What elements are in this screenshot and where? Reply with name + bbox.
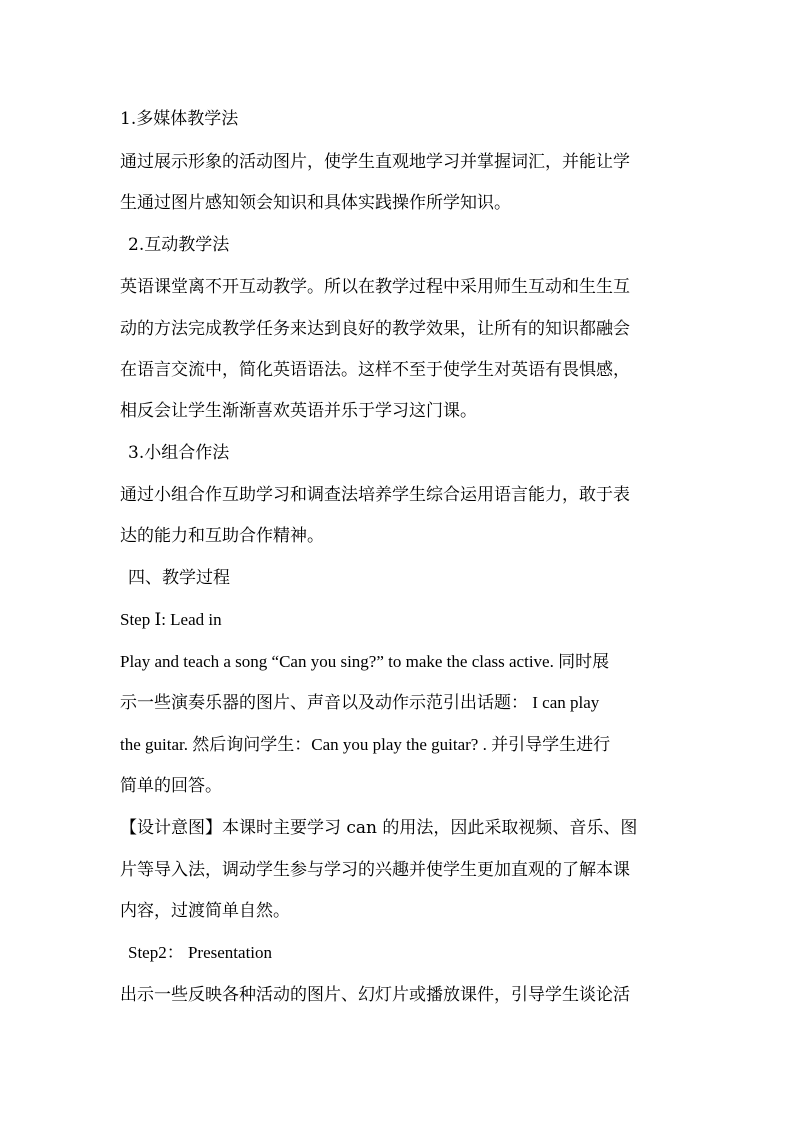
paragraph-line: 通过小组合作互助学习和调查法培养学生综合运用语言能力，敢于表 <box>120 485 630 505</box>
paragraph-line: 简单的回答。 <box>120 776 222 796</box>
paragraph-line: 英语课堂离不开互动教学。所以在教学过程中采用师生互动和生生互 <box>120 277 630 297</box>
paragraph-line: 在语言交流中，简化英语语法。这样不至于使学生对英语有畏惧感， <box>120 360 630 380</box>
section-heading-group-work: 3.小组合作法 <box>128 443 230 463</box>
paragraph-line: 示一些演奏乐器的图片、声音以及动作示范引出话题： I can play <box>120 693 600 712</box>
paragraph-line: 内容，过渡简单自然。 <box>120 901 290 921</box>
paragraph-line: 相反会让学生渐渐喜欢英语并乐于学习这门课。 <box>120 401 477 421</box>
teaching-process-heading: 四、教学过程 <box>128 568 230 588</box>
step2-heading: Step2： Presentation <box>128 943 273 962</box>
paragraph-line: the guitar. 然后询问学生：Can you play the guitar? . 并引导学生进行 <box>120 735 611 754</box>
paragraph-line: 生通过图片感知领会知识和具体实践操作所学知识。 <box>120 193 511 213</box>
paragraph-line: Play and teach a song “Can you sing?” to make the class active. 同时展 <box>120 652 610 671</box>
design-intent-line: 【设计意图】本课时主要学习 can 的用法，因此采取视频、音乐、图 <box>120 818 638 838</box>
paragraph-line: 动的方法完成教学任务来达到良好的教学效果，让所有的知识都融会 <box>120 319 630 339</box>
section-heading-multimedia: 1.多媒体教学法 <box>120 109 239 129</box>
section-heading-interactive: 2.互动教学法 <box>128 235 230 255</box>
paragraph-line: 片等导入法，调动学生参与学习的兴趣并使学生更加直观的了解本课 <box>120 860 630 880</box>
paragraph-line: 通过展示形象的活动图片，使学生直观地学习并掌握词汇，并能让学 <box>120 152 630 172</box>
paragraph-line: 达的能力和互助合作精神。 <box>120 526 324 546</box>
paragraph-line: 出示一些反映各种活动的图片、幻灯片或播放课件，引导学生谈论活 <box>120 985 630 1005</box>
step1-heading: Step Ⅰ: Lead in <box>120 610 222 629</box>
